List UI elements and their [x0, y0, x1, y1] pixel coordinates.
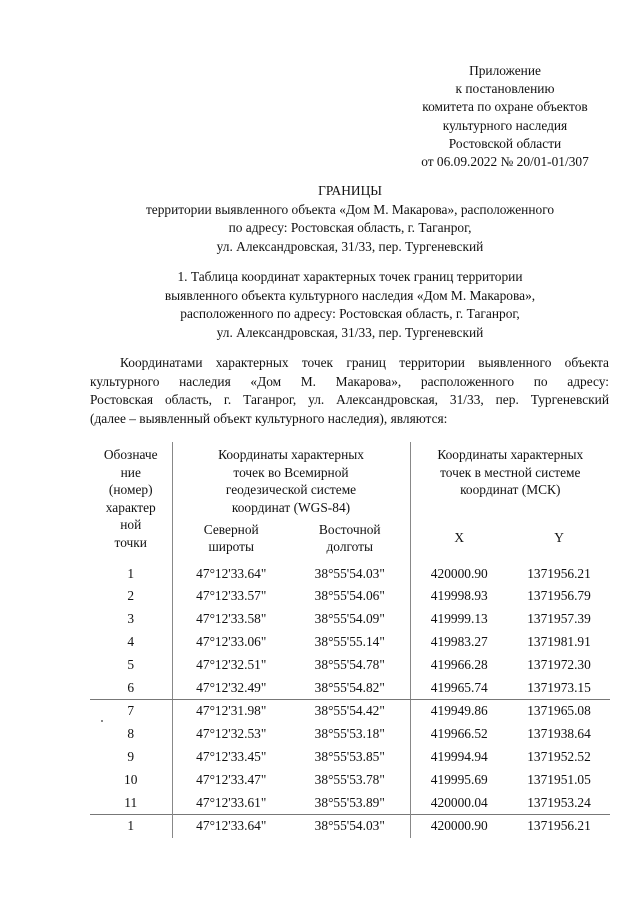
title-line: ул. Александровская, 31/33, пер. Тургеневский	[216, 238, 484, 254]
table-body	[90, 562, 610, 838]
cell-latitude: 47°12'32.49"	[172, 676, 290, 699]
cell-latitude: 47°12'33.64"	[196, 565, 267, 581]
section-line: 1. Таблица координат характерных точек границ территории	[177, 269, 523, 284]
cell-longitude: 38°55'54.09"	[290, 608, 410, 631]
cell-longitude: 38°55'54.82"	[290, 676, 410, 699]
cell-y: 1371956.21	[527, 565, 591, 581]
header-text: координат (WGS-84)	[231, 499, 351, 515]
header-text: Северной	[203, 521, 259, 537]
cell-y: 1371956.79	[527, 588, 591, 604]
header-text: точек во Всемирной	[233, 464, 349, 480]
cell-longitude: 38°55'54.42"	[290, 699, 410, 722]
cell-latitude: 47°12'33.57"	[196, 588, 267, 604]
cell-longitude: 38°55'53.18"	[290, 723, 410, 746]
cell-latitude: 47°12'33.58"	[196, 611, 267, 627]
cell-longitude: 38°55'53.85"	[290, 745, 410, 768]
appendix-block	[395, 62, 615, 171]
cell-point-number: 4	[90, 630, 172, 653]
cell-longitude: 38°55'54.06"	[290, 585, 410, 608]
table-row	[90, 768, 610, 791]
cell-point-number: 2	[90, 585, 172, 608]
header-msk	[410, 442, 610, 516]
table-row	[90, 653, 610, 676]
scan-speck	[101, 720, 103, 722]
section-line: расположенного по адресу: Ростовская область, г. Таганрог,	[180, 306, 520, 321]
header-text: ной	[120, 517, 142, 532]
cell-latitude: 47°12'32.51"	[196, 656, 267, 672]
coordinates-table	[90, 442, 610, 838]
header-point-number	[90, 442, 172, 562]
appendix-line: Приложение	[469, 63, 541, 78]
document-title	[60, 182, 640, 256]
cell-y: 1371972.30	[527, 656, 591, 672]
cell-latitude: 47°12'31.98"	[196, 703, 267, 719]
cell-point-number: 8	[90, 723, 172, 746]
intro-line: Координатами характерных точек границ территории выявленного объекта	[120, 355, 609, 370]
header-text: широты	[208, 539, 255, 554]
cell-y: 1371957.39	[527, 611, 591, 627]
appendix-line: культурного наследия	[442, 117, 568, 133]
section-line: выявленного объекта культурного наследия «Дом М. Макарова»,	[164, 287, 536, 303]
header-text: (номер)	[108, 482, 153, 497]
cell-x: 419998.93	[430, 588, 488, 604]
cell-latitude: 47°12'33.64"	[172, 814, 290, 837]
cell-y: 1371951.05	[527, 771, 591, 787]
table-row	[90, 699, 610, 722]
header-text: характер	[105, 499, 156, 515]
header-text: Восточной	[318, 521, 381, 537]
cell-x: 420000.90	[430, 565, 488, 581]
cell-x: 419995.69	[430, 771, 488, 787]
cell-longitude: 38°55'53.78"	[290, 768, 410, 791]
cell-longitude: 38°55'54.03"	[290, 562, 410, 585]
cell-y: 1371952.52	[527, 749, 591, 765]
cell-point-number: 1	[90, 814, 172, 837]
cell-x: 419949.86	[430, 703, 488, 719]
cell-point-number: 9	[90, 745, 172, 768]
header-x: X	[454, 530, 465, 546]
cell-x: 419999.13	[430, 611, 488, 627]
header-wgs84	[172, 442, 410, 516]
table-row	[90, 745, 610, 768]
table-row	[90, 608, 610, 631]
header-text: Координаты характерных	[218, 447, 364, 462]
cell-y: 1371956.21	[508, 814, 610, 837]
cell-x: 419994.94	[430, 749, 488, 765]
table-row	[90, 630, 610, 653]
cell-point-number: 7	[90, 699, 172, 722]
table-row	[90, 562, 610, 585]
header-y: Y	[554, 530, 564, 546]
cell-point-number: 10	[90, 768, 172, 791]
cell-point-number: 6	[90, 676, 172, 699]
appendix-line: от 06.09.2022 № 20/01-01/307	[421, 154, 589, 170]
cell-x: 420000.04	[430, 794, 488, 810]
header-text: геодезической системе	[225, 482, 357, 497]
cell-latitude: 47°12'32.53"	[196, 726, 267, 742]
intro-line: (далее – выявленный объект культурного наследия), являются:	[90, 410, 448, 426]
cell-y: 1371981.91	[527, 634, 591, 650]
appendix-line: комитета по охране объектов	[422, 99, 588, 115]
header-east-longitude	[290, 516, 410, 562]
header-text: долготы	[326, 539, 374, 554]
header-text: Обозначе	[103, 447, 158, 462]
title-line: территории выявленного объекта «Дом М. Макарова», расположенного	[145, 201, 555, 217]
appendix-line: к постановлению	[455, 81, 555, 97]
cell-point-number: 1	[90, 562, 172, 585]
header-text: точек в местной системе	[440, 464, 581, 480]
cell-latitude: 47°12'33.61"	[196, 794, 267, 810]
table-row	[90, 814, 610, 837]
cell-x: 419966.52	[430, 726, 488, 742]
section-heading	[60, 268, 640, 342]
intro-paragraph	[90, 354, 609, 428]
title-heading: ГРАНИЦЫ	[318, 183, 382, 198]
table-row	[90, 585, 610, 608]
cell-x: 419983.27	[430, 634, 488, 650]
section-line: ул. Александровская, 31/33, пер. Тургеневский	[216, 324, 484, 340]
cell-longitude: 38°55'54.78"	[290, 653, 410, 676]
cell-point-number: 11	[90, 791, 172, 814]
cell-longitude: 38°55'55.14"	[290, 630, 410, 653]
cell-y: 1371953.24	[527, 794, 591, 810]
intro-line: Ростовская область, г. Таганрог, ул. Александровская, 31/33, пер. Тургеневский	[90, 392, 609, 407]
header-north-latitude	[172, 516, 290, 562]
title-line: по адресу: Ростовская область, г. Таганрог,	[228, 220, 472, 235]
header-text: ние	[120, 464, 141, 480]
intro-line: культурного наследия «Дом М. Макарова», расположенного по адресу:	[90, 373, 609, 389]
cell-longitude: 38°55'53.89"	[290, 791, 410, 814]
header-text: координат (МСК)	[460, 482, 561, 497]
header-text: точки	[114, 534, 147, 550]
header-text: Координаты характерных	[437, 447, 584, 462]
cell-latitude: 47°12'33.47"	[196, 771, 267, 787]
cell-x: 419966.28	[430, 656, 488, 672]
cell-y: 1371965.08	[527, 703, 591, 719]
cell-point-number: 3	[90, 608, 172, 631]
table-row	[90, 676, 610, 699]
table-row	[90, 791, 610, 814]
cell-longitude: 38°55'54.03"	[290, 814, 410, 837]
table-row	[90, 723, 610, 746]
cell-latitude: 47°12'33.45"	[196, 749, 267, 765]
cell-point-number: 5	[90, 653, 172, 676]
cell-y: 1371938.64	[527, 726, 591, 742]
cell-y: 1371973.15	[508, 676, 610, 699]
cell-x: 419965.74	[410, 676, 508, 699]
cell-latitude: 47°12'33.06"	[196, 634, 267, 650]
cell-x: 420000.90	[410, 814, 508, 837]
appendix-line: Ростовской области	[448, 135, 562, 151]
